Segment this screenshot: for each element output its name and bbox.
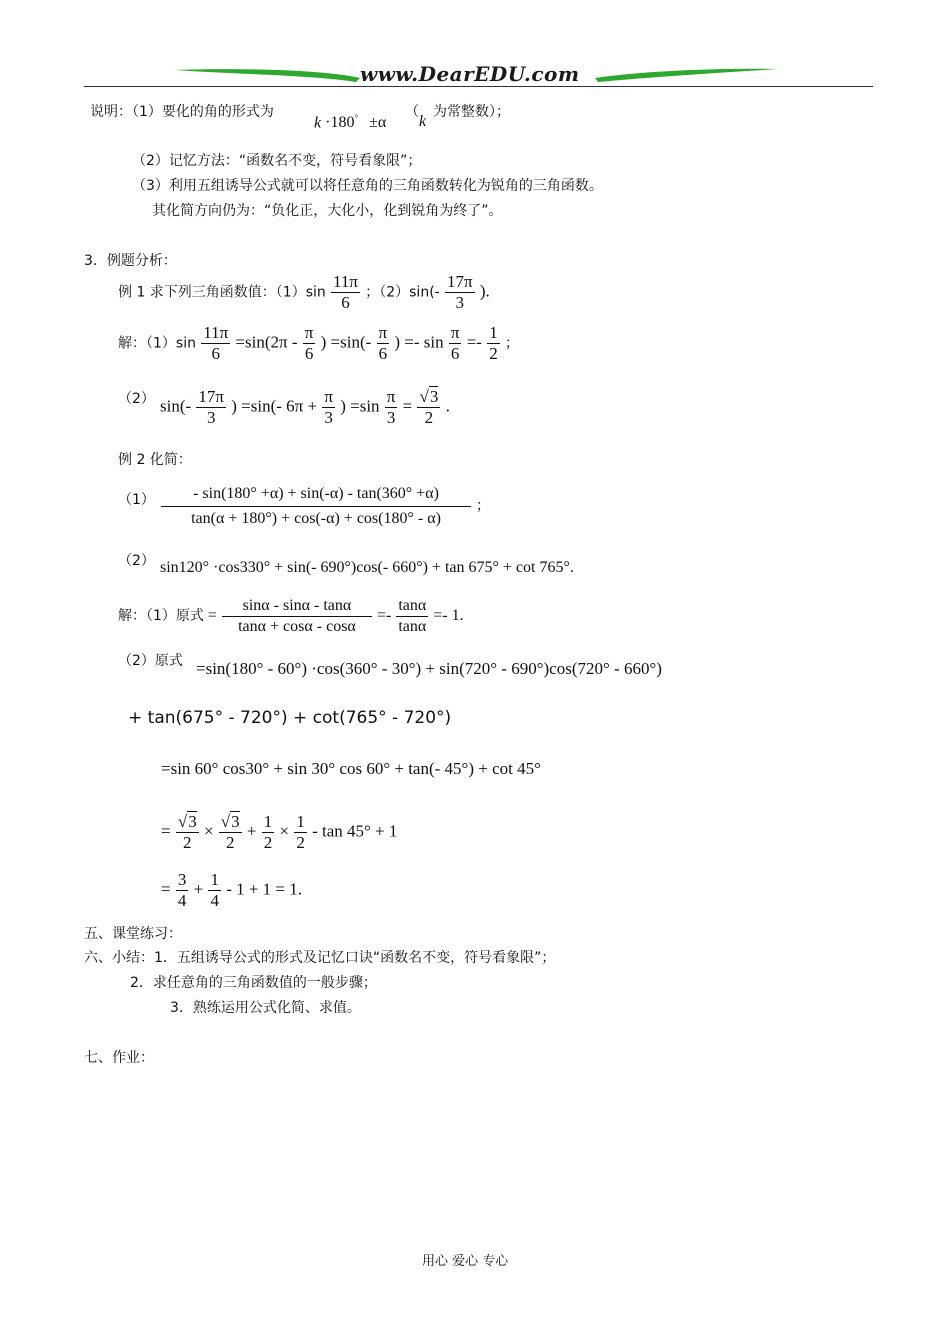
note-line-4: 其化简方向仍为：“负化正，大化小，化到锐角为终了”。 [152, 203, 503, 219]
example-2-heading: 例 2 化简： [118, 452, 192, 468]
footer-text: 用心 爱心 专心 [422, 1254, 509, 1269]
solution-2: sin(- $\frac{17\pi}{3}$ ) =sin(- 6π + $\frac{\pi}{3}$ ) =sin $\frac{\pi}{3}$ = $\frac{√3}{2}$ . [160, 387, 450, 427]
section-7-heading: 七、作业： [84, 1050, 154, 1066]
note-suffix: 为常整数）； [433, 104, 510, 120]
example-2-2: sin120° ·cos330° + sin(- 690°)cos(- 660°) + tan 675° + cot 765°. [160, 559, 574, 576]
example-2-1: $\frac{- \sin(180^\circ +\alpha) + \sin(-\alpha) - \tan(360^\circ +\alpha)}{\tan(\alpha + 180^\circ) + \cos(-\alpha) + \cos(180^\circ - \alpha)}$ ； [160, 482, 490, 531]
section-6-line-2: 2．求任意角的三角函数值的一般步骤； [130, 975, 377, 991]
note-formula: k ·180° ±α [314, 113, 387, 132]
solution-4-line-5: = $\frac{3}{4}$ + $\frac{1}{4}$ - 1 + 1 = 1. [161, 870, 303, 910]
solution-4-label: （2）原式 [118, 653, 183, 669]
solution-4-line-3: =sin 60° cos30° + sin 30° cos 60° + tan(- 45°) + cot 45° [161, 759, 541, 778]
section-5-heading: 五、课堂练习： [84, 926, 182, 942]
example-1: 例 1 求下列三角函数值：（1）sin $\frac{11\pi}{6}$ ；（2）sin(- $\frac{17\pi}{3}$ ). [118, 272, 490, 312]
solution-1: 解：（1）sin $\frac{11\pi}{6}$ =sin(2π - $\frac{\pi}{6}$ ) =sin(- $\frac{\pi}{6}$ ) =- sin $\frac{\pi}{6}$ =- $\frac{1}{2}$ ； [118, 323, 519, 363]
solution-4-line-2: + tan(675° - 720°) + cot(765° - 720°) [128, 708, 452, 728]
solution-3: 解：（1）原式 = $\frac{\sin\alpha - \sin\alpha - \tan\alpha}{\tan\alpha + \cos\alpha - \cos\alpha}$ =- $\frac{\tan\alpha}{\tan\alpha}$ =- 1. [118, 597, 464, 635]
logo-text: www.DearEDU.com [360, 62, 580, 86]
note-line-1: 说明：（1）要化的角的形式为 [90, 104, 274, 120]
note-line-2: （2）记忆方法：“函数名不变，符号看象限”； [132, 153, 422, 169]
note-line-3: （3）利用五组诱导公式就可以将任意角的三角函数转化为锐角的三角函数。 [132, 178, 603, 194]
solution-4-line-1: =sin(180° - 60°) ·cos(360° - 30°) + sin(720° - 690°)cos(720° - 660°) [196, 659, 662, 678]
example-2-2-label: （2） [118, 553, 155, 569]
fraction-11pi-6: $\frac{11\pi}{6}$ [333, 272, 358, 312]
header-rule [84, 86, 873, 87]
example-2-1-label: （1） [118, 492, 155, 508]
section-3-heading: 3．例题分析： [84, 253, 177, 269]
solution-4-line-4: = $\frac{√3}{2}$ × $\frac{√3}{2}$ + $\frac{1}{2}$ × $\frac{1}{2}$ - tan 45° + 1 [161, 812, 398, 852]
solution-2-label: （2） [118, 391, 155, 407]
note-paren: （ [405, 104, 419, 120]
fraction-sqrt3-2: $\frac{√3}{2}$ [419, 387, 439, 427]
section-6-line-1: 六、小结：1．五组诱导公式的形式及记忆口诀“函数名不变，符号看象限”； [84, 950, 556, 966]
section-6-line-3: 3．熟练运用公式化简、求值。 [170, 1000, 361, 1016]
note-k: k [419, 113, 427, 130]
fraction-17pi-3: $\frac{17\pi}{3}$ [446, 272, 473, 312]
